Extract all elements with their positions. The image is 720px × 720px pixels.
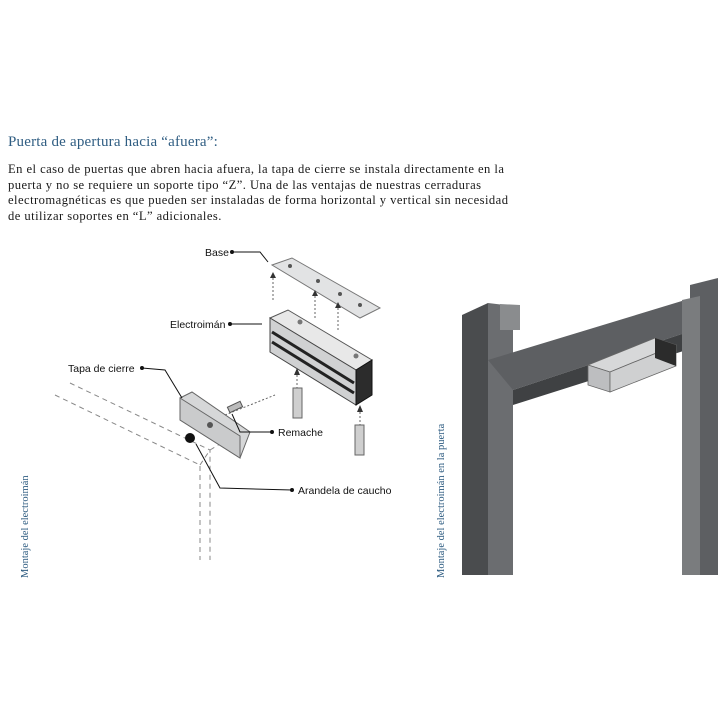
paragraph-line: de utilizar soportes en “L” adicionales. <box>8 208 222 223</box>
paragraph-line: En el caso de puertas que abren hacia afuera, la tapa de cierre se instala directamente en la <box>8 162 505 176</box>
photo-caption: Montaje del electroimán en la puerta <box>436 423 447 578</box>
label-remache: Remache <box>278 427 323 439</box>
section-heading: Puerta de apertura hacia “afuera”: <box>8 134 218 150</box>
label-base: Base <box>205 247 229 259</box>
paragraph-line: electromagnéticas es que pueden ser instaladas de forma horizontal y vertical sin necesidad <box>8 193 509 207</box>
diagram-caption: Montaje del electroimán <box>20 475 31 578</box>
paragraph-line: puerta y no se requiere un soporte tipo “Z”. Una de las ventajas de nuestras cerraduras <box>8 177 482 192</box>
label-arandela: Arandela de caucho <box>298 485 392 497</box>
label-tapa: Tapa de cierre <box>68 363 135 375</box>
label-electroiman: Electroimán <box>170 319 226 331</box>
